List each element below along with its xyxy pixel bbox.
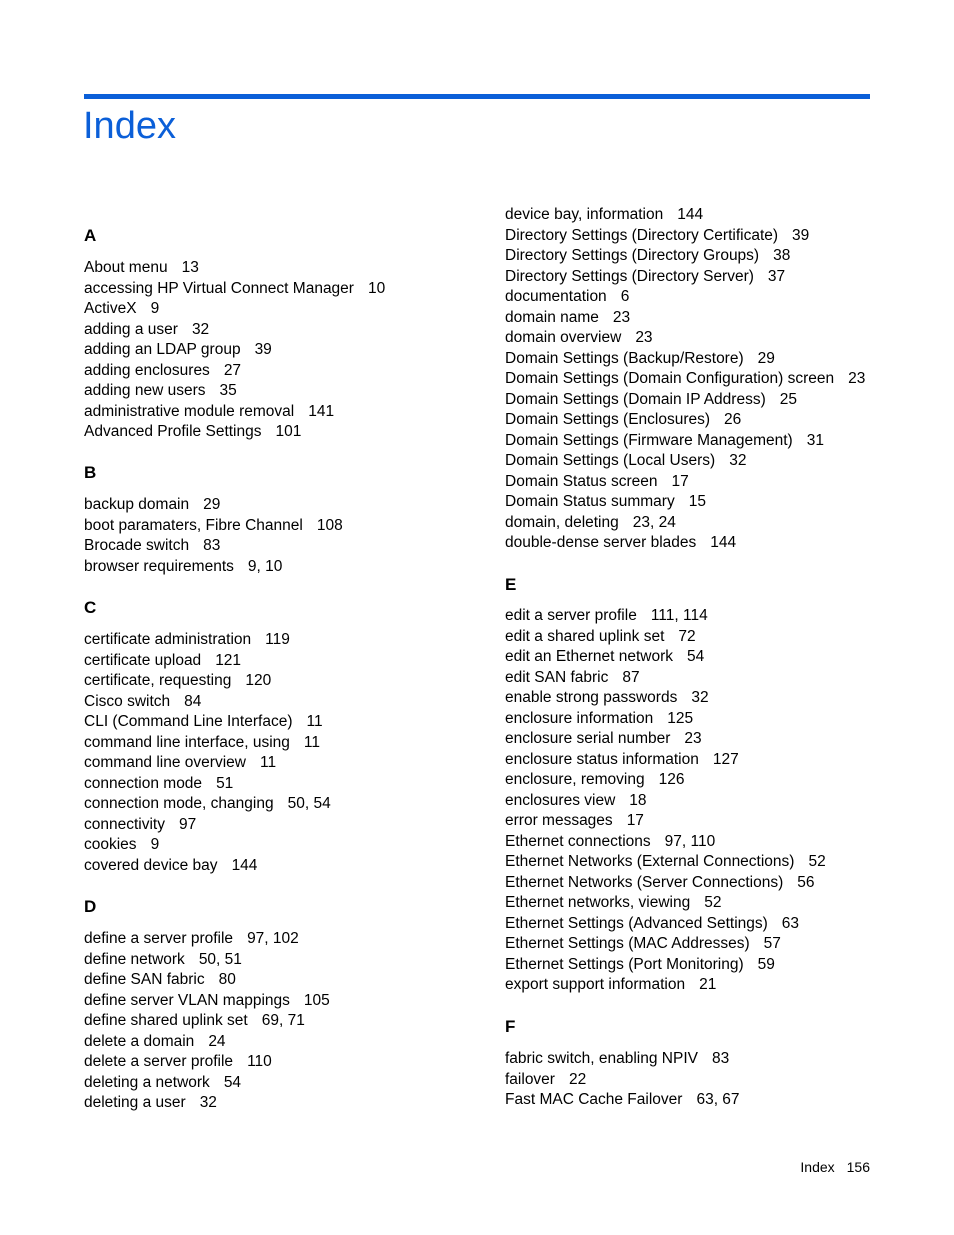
index-entry	[505, 410, 741, 430]
index-page-ref[interactable]: 11	[259, 754, 277, 771]
index-page-ref[interactable]: 26	[724, 411, 742, 428]
index-entry	[505, 205, 703, 225]
index-page-ref[interactable]: 144	[677, 206, 704, 223]
index-page-ref[interactable]: 37	[767, 267, 786, 285]
index-entry	[505, 709, 693, 729]
index-entry	[505, 770, 684, 790]
index-entry	[505, 791, 647, 811]
index-entry	[505, 729, 702, 749]
index-entry	[84, 991, 330, 1011]
index-page-ref[interactable]: 57	[763, 935, 781, 952]
index-page-ref[interactable]: 6	[620, 288, 630, 305]
index-entry	[505, 934, 781, 954]
index-term: double-dense server blades	[505, 534, 697, 551]
index-term: Advanced Profile Settings	[84, 423, 262, 440]
index-page-ref[interactable]: 25	[779, 390, 797, 408]
index-term: Directory Settings (Directory Groups)	[505, 247, 760, 264]
index-term: Ethernet Settings (Advanced Settings)	[505, 914, 768, 932]
index-term: browser requirements	[84, 557, 234, 575]
index-entry	[505, 287, 629, 307]
index-entry	[84, 422, 301, 442]
index-term: connection mode, changing	[84, 795, 274, 812]
index-entry	[84, 856, 257, 876]
index-term: Fast MAC Cache Failover	[505, 1091, 683, 1108]
section-letter-a: A	[84, 226, 97, 245]
index-page-ref[interactable]: 83	[711, 1050, 730, 1067]
index-page-ref[interactable]: 101	[275, 423, 302, 440]
index-entry	[84, 651, 241, 671]
index-term: covered device bay	[84, 856, 218, 874]
index-term: Brocade switch	[84, 537, 190, 554]
index-page-ref[interactable]: 52	[704, 894, 722, 911]
index-term: Ethernet Networks (External Connections)	[505, 853, 795, 870]
index-page-ref[interactable]: 97, 110	[664, 832, 716, 850]
index-page-ref[interactable]: 63, 67	[696, 1091, 740, 1108]
index-page-ref[interactable]: 29	[757, 349, 775, 367]
index-entry	[505, 472, 689, 492]
index-page-ref[interactable]: 21	[699, 976, 717, 993]
index-term: failover	[505, 1070, 555, 1088]
index-entry	[84, 815, 196, 835]
index-entry	[505, 647, 704, 667]
index-entry	[84, 630, 290, 650]
index-page-ref[interactable]: 52	[808, 853, 826, 870]
index-term: Ethernet Settings (Port Monitoring)	[505, 955, 744, 973]
index-page-ref[interactable]: 11	[303, 733, 321, 751]
page-number: 156	[846, 1159, 870, 1175]
index-entry	[84, 381, 237, 401]
index-term: error messages	[505, 812, 613, 829]
index-entry	[84, 774, 233, 794]
index-page-ref[interactable]: 108	[316, 516, 343, 534]
index-page-ref[interactable]: 144	[231, 856, 258, 874]
index-term: deleting a network	[84, 1073, 210, 1091]
index-page-ref[interactable]: 125	[667, 709, 694, 727]
index-page-ref[interactable]: 15	[688, 493, 706, 510]
index-term: enable strong passwords	[505, 689, 678, 706]
index-page-ref[interactable]: 119	[265, 631, 290, 648]
index-page-ref[interactable]: 39	[254, 341, 272, 358]
index-term: boot paramaters, Fibre Channel	[84, 516, 303, 534]
index-page-ref[interactable]: 23, 24	[632, 513, 676, 531]
index-page-ref[interactable]: 38	[773, 247, 791, 264]
index-page-ref[interactable]: 69, 71	[261, 1012, 305, 1029]
index-page-ref[interactable]: 9	[150, 300, 160, 317]
index-entry	[84, 361, 241, 381]
index-entry	[505, 1049, 729, 1069]
index-entry	[84, 794, 331, 814]
index-entry	[505, 627, 696, 647]
index-page-ref[interactable]: 72	[678, 627, 696, 645]
index-entry	[505, 492, 706, 512]
section-letter-c: C	[84, 598, 97, 617]
index-term: export support information	[505, 976, 686, 993]
index-term: connectivity	[84, 815, 165, 833]
index-entry	[505, 226, 809, 246]
index-page-ref[interactable]: 24	[208, 1032, 226, 1050]
index-page-ref[interactable]: 10	[367, 279, 386, 297]
index-entry	[84, 1032, 226, 1052]
index-page-ref[interactable]: 59	[757, 955, 775, 973]
index-page-ref[interactable]: 51	[216, 774, 234, 792]
index-term: adding an LDAP group	[84, 341, 241, 358]
index-term: enclosure serial number	[505, 730, 671, 747]
index-page-ref[interactable]: 23	[612, 308, 631, 326]
index-page-ref[interactable]: 126	[658, 771, 685, 788]
index-page-ref[interactable]: 87	[622, 668, 640, 686]
index-page-ref[interactable]: 31	[806, 431, 824, 449]
index-term: device bay, information	[505, 206, 664, 223]
index-term: Domain Status summary	[505, 493, 675, 510]
index-entry	[84, 1073, 241, 1093]
index-page-ref[interactable]: 50, 54	[287, 795, 331, 812]
index-page-ref[interactable]: 97	[178, 815, 197, 833]
index-page-ref[interactable]: 127	[712, 750, 739, 768]
index-page-ref[interactable]: 141	[308, 402, 335, 420]
index-term: define a server profile	[84, 930, 234, 947]
footer-label: Index	[800, 1159, 835, 1175]
index-entry	[84, 835, 159, 855]
index-entry	[84, 712, 323, 732]
index-term: Domain Settings (Backup/Restore)	[505, 349, 744, 367]
index-page-ref[interactable]: 23	[635, 329, 653, 346]
index-term: CLI (Command Line Interface)	[84, 713, 293, 730]
index-term: edit SAN fabric	[505, 668, 609, 686]
index-term: edit an Ethernet network	[505, 648, 674, 665]
index-entry	[505, 688, 709, 708]
index-entry	[84, 1052, 272, 1072]
index-entry	[84, 753, 276, 773]
index-term: delete a domain	[84, 1032, 195, 1050]
index-term: adding new users	[84, 382, 206, 399]
index-entry	[84, 671, 271, 691]
index-page-ref[interactable]: 17	[626, 812, 644, 829]
index-term: accessing HP Virtual Connect Manager	[84, 279, 354, 297]
index-term: define server VLAN mappings	[84, 991, 290, 1009]
index-term: About menu	[84, 259, 168, 276]
index-entry	[84, 557, 282, 577]
index-term: Domain Settings (Domain Configuration) screen	[505, 370, 835, 387]
index-term: Domain Settings (Local Users)	[505, 452, 716, 469]
index-term: connection mode	[84, 774, 203, 792]
index-term: Ethernet Networks (Server Connections)	[505, 873, 784, 891]
index-page-ref[interactable]: 110	[247, 1053, 272, 1070]
index-term: Domain Settings (Domain IP Address)	[505, 390, 766, 408]
index-entry	[505, 975, 716, 995]
index-page-ref[interactable]: 35	[219, 382, 237, 399]
index-entry	[84, 402, 334, 422]
index-entry	[84, 1093, 217, 1113]
index-term: domain name	[505, 308, 599, 326]
index-term: delete a server profile	[84, 1053, 234, 1070]
index-page-ref[interactable]: 54	[223, 1073, 242, 1091]
index-page-ref[interactable]: 56	[797, 873, 815, 891]
index-entry	[505, 955, 775, 975]
index-entry	[84, 320, 209, 340]
index-page-ref[interactable]: 105	[303, 991, 330, 1009]
index-entry	[84, 258, 199, 278]
index-term: enclosure status information	[505, 750, 699, 768]
index-entry	[84, 692, 201, 712]
index-entry	[84, 299, 159, 319]
index-entry	[84, 495, 220, 515]
index-page-ref[interactable]: 27	[223, 361, 242, 379]
index-page-ref[interactable]: 23	[848, 370, 866, 387]
index-page-ref[interactable]: 63	[781, 914, 800, 932]
index-page-ref[interactable]: 120	[245, 672, 272, 689]
index-term: documentation	[505, 288, 607, 305]
index-page-ref[interactable]: 32	[199, 1094, 217, 1111]
index-term: adding a user	[84, 320, 178, 338]
index-entry	[505, 914, 799, 934]
index-entry	[505, 328, 653, 348]
section-letter-b: B	[84, 463, 97, 482]
index-entry	[505, 750, 739, 770]
index-term: edit a shared uplink set	[505, 627, 665, 645]
index-page-ref[interactable]: 50, 51	[198, 950, 242, 968]
index-term: Cisco switch	[84, 692, 171, 710]
index-entry	[505, 873, 815, 893]
index-term: Domain Settings (Firmware Management)	[505, 431, 793, 449]
index-page-ref[interactable]: 121	[215, 651, 242, 669]
section-letter-d: D	[84, 897, 97, 916]
index-term: adding enclosures	[84, 361, 210, 379]
index-page-ref[interactable]: 97, 102	[247, 930, 299, 947]
index-entry	[505, 308, 630, 328]
index-entry	[505, 267, 785, 287]
index-term: deleting a user	[84, 1094, 186, 1111]
index-page-ref[interactable]: 11	[306, 713, 323, 730]
index-entry	[505, 1090, 740, 1110]
index-entry	[84, 1011, 305, 1031]
index-term: domain, deleting	[505, 513, 619, 531]
index-term: Domain Status screen	[505, 472, 658, 490]
index-term: backup domain	[84, 496, 190, 513]
index-entry	[505, 893, 721, 913]
index-page-ref[interactable]: 22	[568, 1070, 587, 1088]
index-entry	[505, 431, 824, 451]
page-title: Index	[83, 105, 176, 147]
index-entry	[84, 733, 320, 753]
index-entry	[84, 929, 299, 949]
index-term: define SAN fabric	[84, 971, 205, 988]
index-page-ref[interactable]: 111, 114	[650, 607, 708, 624]
index-page-ref[interactable]: 83	[203, 537, 221, 554]
index-page-ref[interactable]: 54	[687, 648, 705, 665]
index-entry	[505, 668, 640, 688]
index-page-ref[interactable]: 144	[710, 534, 737, 551]
index-entry	[84, 536, 220, 556]
index-term: enclosure information	[505, 709, 654, 727]
index-entry	[505, 369, 865, 389]
index-term: domain overview	[505, 329, 622, 346]
index-term: edit a server profile	[505, 607, 637, 624]
index-term: Ethernet networks, viewing	[505, 894, 691, 911]
index-term: certificate, requesting	[84, 672, 232, 689]
index-entry	[505, 852, 826, 872]
section-letter-e: E	[505, 575, 517, 594]
index-page-ref[interactable]: 23	[684, 730, 702, 747]
index-entry	[84, 279, 385, 299]
index-page-ref[interactable]: 13	[181, 259, 199, 276]
index-page-ref[interactable]: 84	[184, 692, 202, 710]
section-letter-f: F	[505, 1017, 516, 1036]
index-entry	[505, 451, 746, 471]
index-term: fabric switch, enabling NPIV	[505, 1050, 698, 1067]
index-entry	[84, 340, 272, 360]
title-rule	[84, 94, 870, 99]
index-term: command line interface, using	[84, 733, 290, 751]
index-page-ref[interactable]: 9	[150, 836, 160, 853]
index-term: command line overview	[84, 754, 246, 771]
index-page-ref[interactable]: 32	[729, 452, 747, 469]
index-page-ref[interactable]: 39	[792, 226, 810, 244]
index-term: Ethernet connections	[505, 832, 651, 850]
index-entry	[505, 390, 797, 410]
index-entry	[505, 832, 715, 852]
index-term: Ethernet Settings (MAC Addresses)	[505, 935, 750, 952]
index-term: certificate administration	[84, 631, 252, 648]
index-entry	[505, 246, 790, 266]
index-term: enclosures view	[505, 791, 616, 809]
index-term: Directory Settings (Directory Certificate)	[505, 226, 779, 244]
index-page-ref[interactable]: 32	[191, 320, 210, 338]
index-page-ref[interactable]: 9, 10	[247, 557, 283, 575]
index-term: enclosure, removing	[505, 771, 645, 788]
index-page-ref[interactable]: 32	[691, 689, 709, 706]
index-term: Domain Settings (Enclosures)	[505, 411, 711, 428]
index-term: administrative module removal	[84, 402, 295, 420]
index-entry	[84, 516, 343, 536]
index-entry	[505, 811, 644, 831]
index-term: ActiveX	[84, 300, 137, 317]
index-term: define network	[84, 950, 185, 968]
index-page-ref[interactable]: 80	[218, 971, 236, 988]
index-entry	[84, 950, 242, 970]
index-entry	[505, 606, 708, 626]
index-term: cookies	[84, 836, 137, 853]
index-entry	[505, 533, 736, 553]
page-footer	[800, 1158, 870, 1176]
index-page-ref[interactable]: 18	[629, 791, 647, 809]
index-entry	[84, 970, 236, 990]
index-entry	[505, 513, 676, 533]
index-entry	[505, 1070, 586, 1090]
index-term: certificate upload	[84, 651, 202, 669]
index-page-ref[interactable]: 17	[671, 472, 689, 490]
index-page-ref[interactable]: 29	[203, 496, 221, 513]
index-entry	[505, 349, 775, 369]
index-term: define shared uplink set	[84, 1012, 248, 1029]
index-term: Directory Settings (Directory Server)	[505, 267, 754, 285]
